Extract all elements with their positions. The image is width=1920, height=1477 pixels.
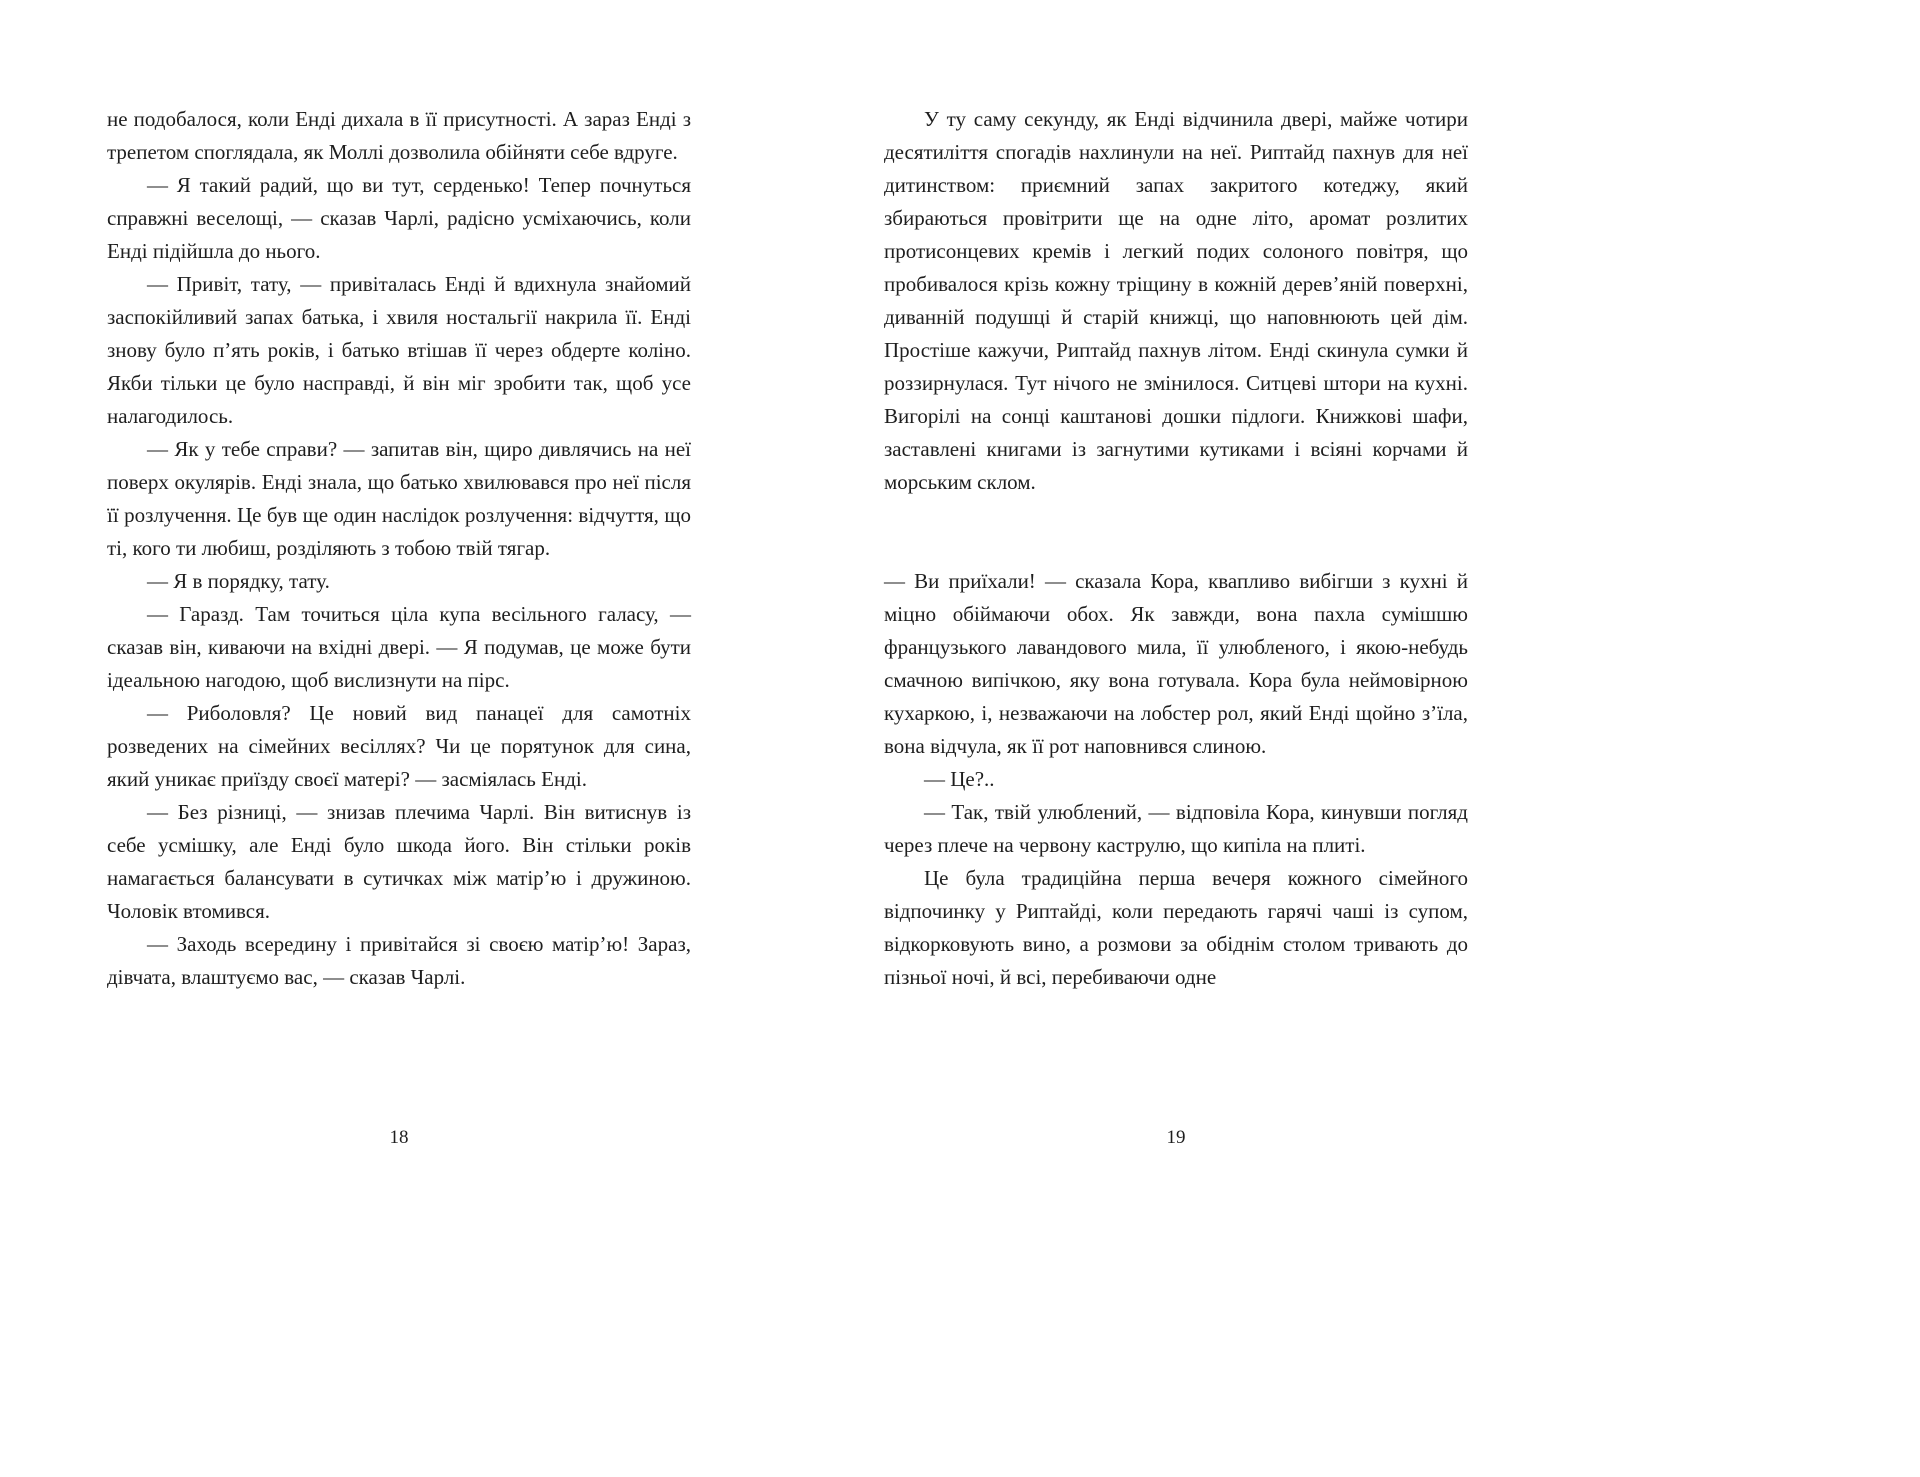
page-right-text xyxy=(884,103,1468,994)
page-number-left: 18 xyxy=(389,1127,409,1148)
paragraph: Це була традиційна перша вечеря кожного сімейного відпочинку у Риптайді, коли передають гарячі чаші із супом, відкорковують вино, а розмови за обіднім столом тривають до пізньої ночі, й всі, перебиваючи одне xyxy=(884,866,1468,989)
paragraph: — Риболовля? Це новий вид панацеї для самотніх розведених на сімейних весіллях? Чи це порятунок для сина, який уникає приїзду своєї матері? — засміялась Енді. xyxy=(107,701,691,791)
paragraph: — Ви приїхали! — сказала Кора, квапливо вибігши з кухні й міцно обіймаючи обох. Як завжди, вона пахла сумішшю французького лавандового мила, її улюбленого, і якою-небудь смачною випічкою, яку вона готувала. Кора була неймовірною кухаркою, і, незважаючи на лобстер рол, який Енді щойно з’їла, вона відчула, як її рот наповнився слиною. xyxy=(884,569,1468,758)
paragraph: — Я в порядку, тату. xyxy=(147,569,330,593)
page-number-right: 19 xyxy=(1166,1127,1186,1148)
paragraph: У ту саму секунду, як Енді відчинила двері, майже чотири десятиліття спогадів нахлинули на неї. Риптайд пахнув для неї дитинством: приємний запах закритого котеджу, який збираються провітрити ще на одне літо, аромат розлитих протисонцевих кремів і легкий подих солоного повітря, що пробивалося крізь кожну тріщину в кожній дерев’яній поверхні, диванній подушці й старій книжці, що наповнюють цей дім. Простіше кажучи, Риптайд пахнув літом. Енді скинула сумки й роззирнулася. Тут нічого не змінилося. Ситцеві штори на кухні. Вигорілі на сонці каштанові дошки підлоги. Книжкові шафи, заставлені книгами із загнутими кутиками і всіяні корчами й морським склом. xyxy=(884,107,1468,494)
paragraph: — Гаразд. Там точиться ціла купа весільного галасу, — сказав він, киваючи на вхідні двері. — Я подумав, це може бути ідеальною нагодою, щоб вислизнути на пірс. xyxy=(107,602,691,692)
paragraph: — Як у тебе справи? — запитав він, щиро дивлячись на неї поверх окулярів. Енді знала, що батько хвилювався про неї після її розлучення. Це був ще один наслідок розлучення: відчуття, що ті, кого ти любиш, розділяють з тобою твій тягар. xyxy=(107,437,691,560)
page-left-text xyxy=(107,103,691,994)
paragraph: — Привіт, тату, — привіталась Енді й вдихнула знайомий заспокійливий запах батька, і хвиля ностальгії накрила її. Енді знову було п’ять років, і батько втішав її через обдерте коліно. Якби тільки це було насправді, й він міг зробити так, щоб усе налагодилось. xyxy=(107,272,691,428)
paragraph: не подобалося, коли Енді дихала в її присутності. А зараз Енді з трепетом споглядала, як Моллі дозволила обійняти себе вдруге. xyxy=(107,107,691,164)
paragraph: — Без різниці, — знизав плечима Чарлі. Він витиснув із себе усмішку, але Енді було шкода його. Він стільки років намагається балансувати в сутичках між матір’ю і дружиною. Чоловік втомився. xyxy=(107,800,691,923)
paragraph: — Заходь всередину і привітайся зі своєю матір’ю! Зараз, дівчата, влаштуємо вас, — сказав Чарлі. xyxy=(107,932,691,989)
paragraph: — Я такий радий, що ви тут, серденько! Тепер почнуться справжні веселощі, — сказав Чарлі, радісно усміхаючись, коли Енді підійшла до нього. xyxy=(107,173,691,263)
paragraph: — Так, твій улюблений, — відповіла Кора, кинувши погляд через плече на червону каструлю, що кипіла на плиті. xyxy=(884,800,1468,857)
paragraph: — Це?.. xyxy=(924,767,995,791)
